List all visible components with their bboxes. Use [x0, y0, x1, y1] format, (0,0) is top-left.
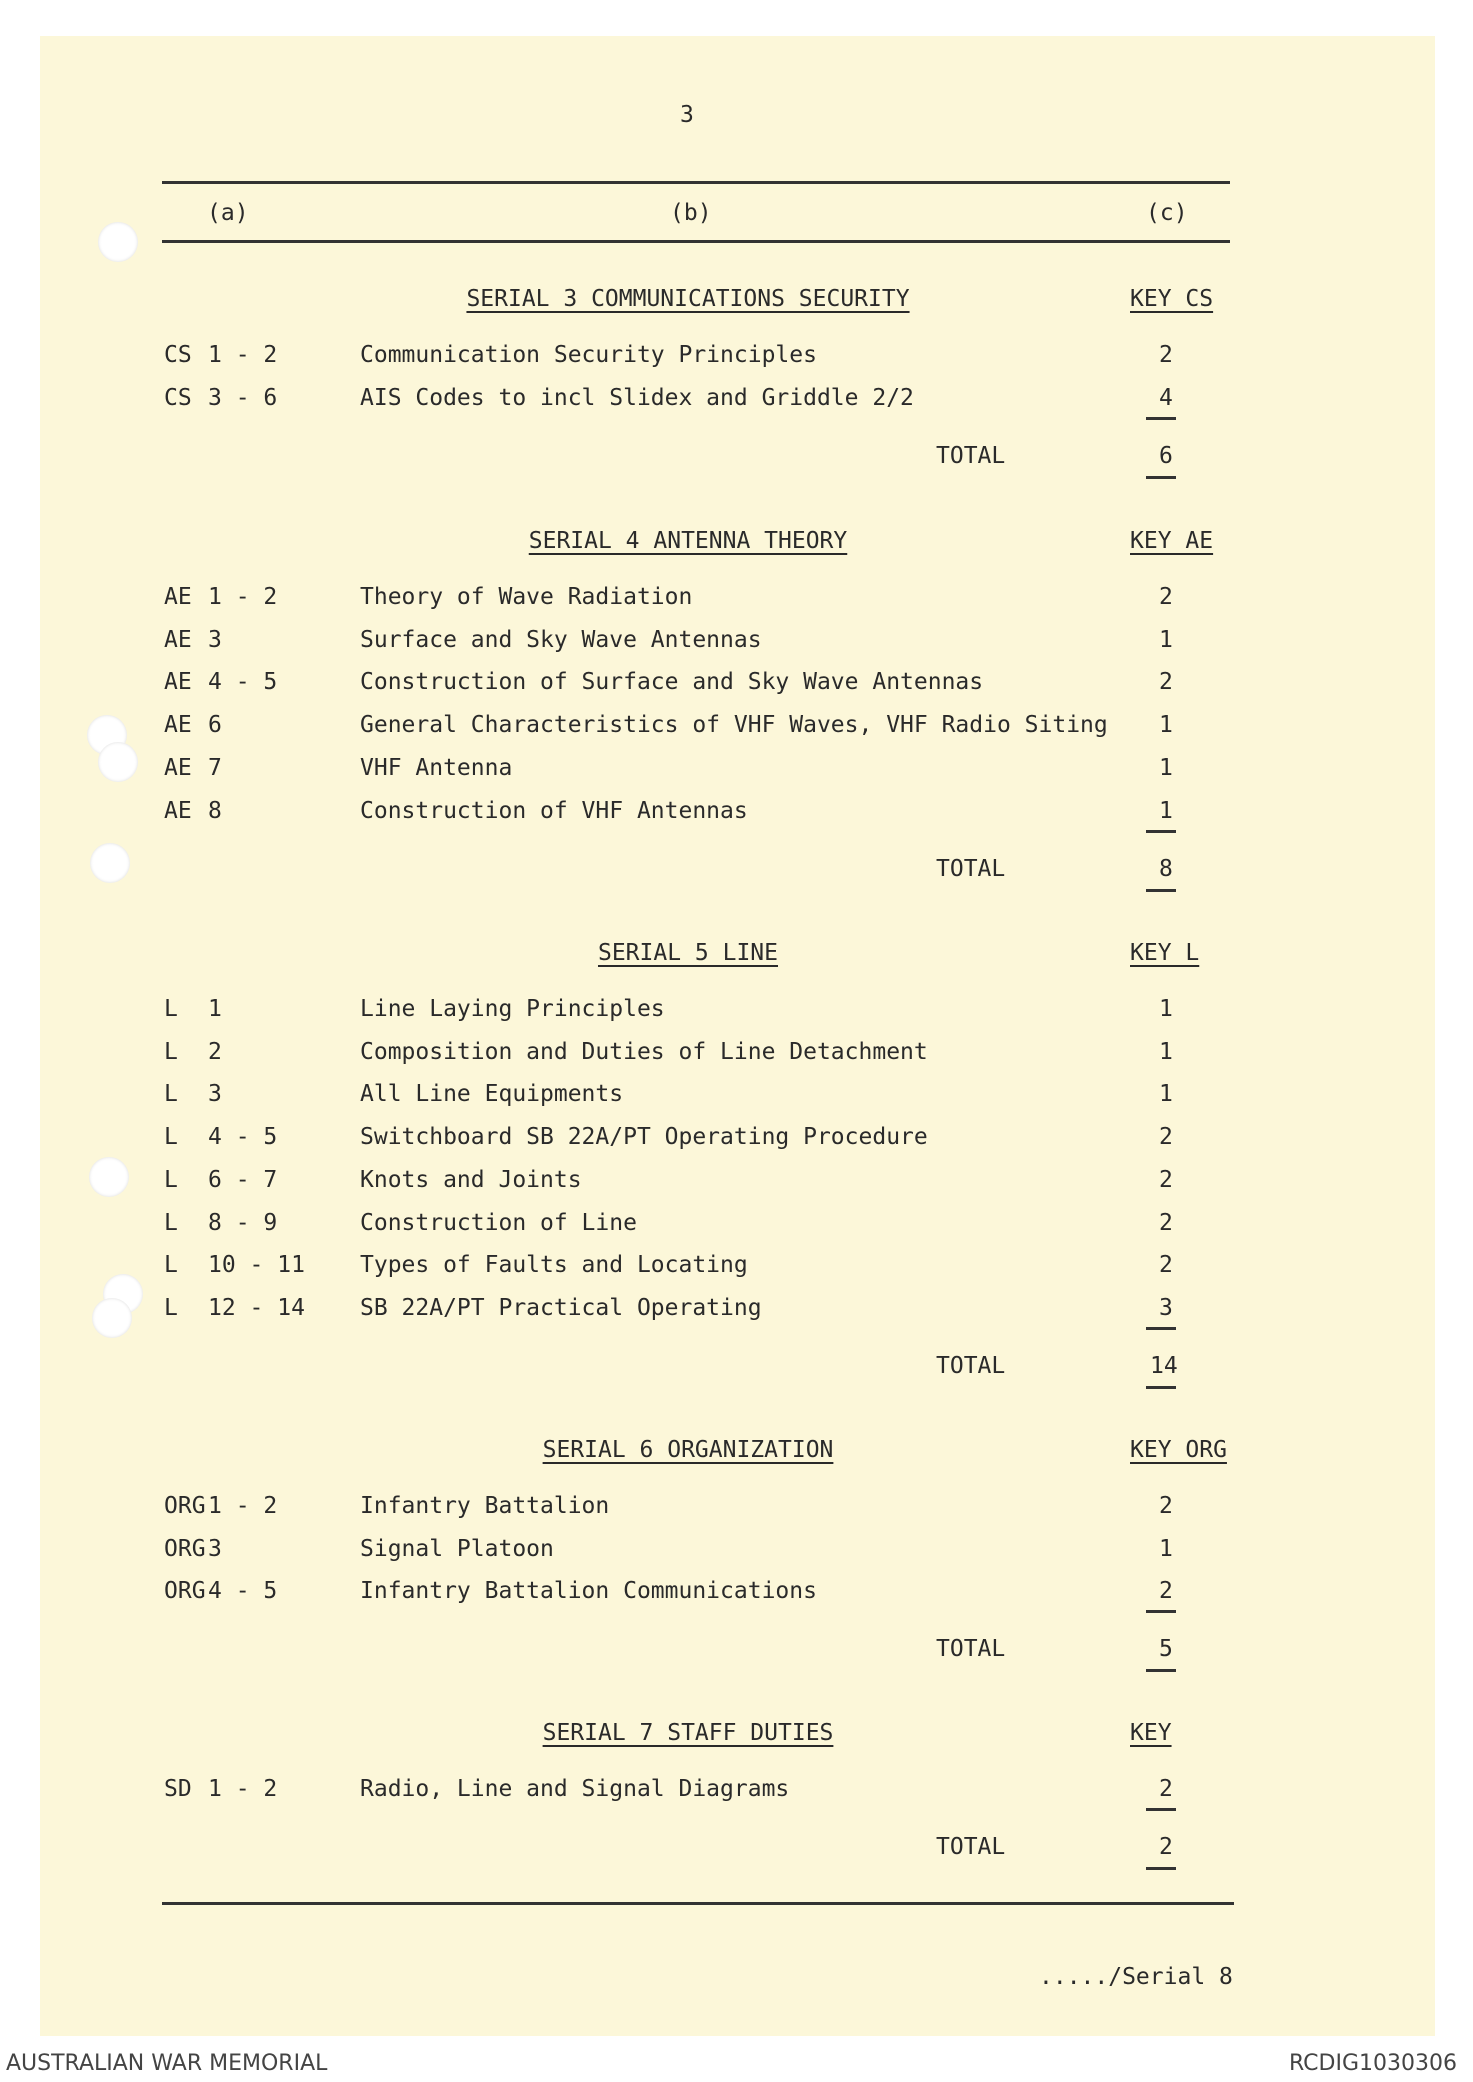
total-label: TOTAL [936, 1636, 1006, 1663]
row-value: 1 [1159, 1081, 1173, 1108]
total-underline [1146, 476, 1176, 479]
row-description: Infantry Battalion [360, 1493, 610, 1519]
section-key: KEY ORG [1130, 1437, 1227, 1463]
row-value: 1 [1159, 996, 1173, 1022]
row-code: AE [164, 712, 192, 739]
row-value: 2 [1159, 1776, 1173, 1802]
row-code: L [164, 1252, 178, 1279]
row-description: Infantry Battalion Communications [360, 1578, 817, 1605]
row-description: SB 22A/PT Practical Operating [360, 1294, 762, 1321]
row-range: 3 [208, 1081, 222, 1108]
punch-hole [98, 742, 138, 782]
total-label: TOTAL [936, 855, 1006, 882]
row-code: AE [164, 626, 192, 653]
total-underline [1146, 1669, 1176, 1672]
row-value: 1 [1159, 626, 1173, 653]
row-code: ORG [164, 1578, 206, 1605]
subtotal-rule [1146, 1327, 1176, 1330]
row-range: 8 - 9 [208, 1209, 278, 1236]
column-header-c: (c) [1146, 200, 1188, 226]
row-range: 4 - 5 [208, 669, 278, 696]
section-title: SERIAL 3 COMMUNICATIONS SECURITY [466, 286, 910, 312]
row-value: 2 [1159, 1493, 1173, 1519]
row-code: ORG [164, 1493, 206, 1519]
row-value: 2 [1159, 669, 1173, 696]
column-header-a: (a) [207, 200, 249, 226]
row-value: 4 [1159, 384, 1173, 411]
row-value: 1 [1159, 1535, 1173, 1562]
section-title: SERIAL 5 LINE [597, 940, 779, 966]
row-description: Surface and Sky Wave Antennas [360, 626, 762, 653]
row-range: 3 - 6 [208, 384, 278, 411]
section-key: KEY CS [1130, 286, 1214, 312]
column-header-b: (b) [670, 200, 712, 226]
total-underline [1146, 889, 1176, 892]
punch-hole [92, 1298, 132, 1338]
total-underline [1146, 1867, 1176, 1870]
row-range: 1 - 2 [208, 342, 278, 368]
row-description: Radio, Line and Signal Diagrams [360, 1776, 790, 1802]
row-range: 6 [208, 712, 222, 739]
row-code: L [164, 1038, 178, 1065]
row-range: 1 - 2 [208, 584, 278, 610]
total-underline [1146, 1386, 1176, 1389]
row-code: L [164, 996, 178, 1022]
row-code: ORG [164, 1535, 206, 1562]
row-description: Line Laying Principles [360, 996, 665, 1022]
row-range: 6 - 7 [208, 1166, 278, 1193]
section-key: KEY AE [1130, 528, 1214, 554]
row-code: CS [164, 342, 192, 368]
row-code: AE [164, 584, 192, 610]
row-description: Construction of VHF Antennas [360, 797, 748, 824]
row-description: Knots and Joints [360, 1166, 582, 1193]
row-code: SD [164, 1776, 192, 1802]
row-value: 2 [1159, 1209, 1173, 1236]
row-code: AE [164, 754, 192, 781]
row-range: 2 [208, 1038, 222, 1065]
footer-item-id: RCDIG1030306 [1288, 2051, 1457, 2076]
row-range: 7 [208, 754, 222, 781]
row-range: 3 [208, 626, 222, 653]
section-title: SERIAL 6 ORGANIZATION [542, 1437, 834, 1463]
continuation-note: ...../Serial 8 [1039, 1964, 1233, 1990]
row-value: 2 [1159, 1124, 1173, 1151]
row-range: 1 - 2 [208, 1493, 278, 1519]
row-value: 1 [1159, 712, 1173, 739]
subtotal-rule [1146, 1610, 1176, 1613]
row-description: Construction of Line [360, 1209, 637, 1236]
row-code: L [164, 1166, 178, 1193]
section-title: SERIAL 4 ANTENNA THEORY [528, 528, 848, 554]
row-value: 2 [1159, 342, 1173, 368]
row-range: 1 [208, 996, 222, 1022]
row-description: AIS Codes to incl Slidex and Griddle 2/2 [360, 384, 914, 411]
section-key: KEY L [1130, 940, 1200, 966]
punch-hole [90, 843, 130, 883]
total-label: TOTAL [936, 442, 1006, 469]
row-value: 2 [1159, 1252, 1173, 1279]
total-value: 8 [1159, 855, 1173, 882]
row-value: 2 [1159, 1578, 1173, 1605]
row-range: 8 [208, 797, 222, 824]
total-value: 5 [1159, 1636, 1173, 1663]
row-range: 4 - 5 [208, 1124, 278, 1151]
row-code: AE [164, 669, 192, 696]
subtotal-rule [1146, 830, 1176, 833]
header-top-rule [162, 181, 1230, 184]
row-description: VHF Antenna [360, 754, 513, 781]
section-key: KEY [1130, 1720, 1172, 1746]
row-value: 1 [1159, 754, 1173, 781]
row-description: General Characteristics of VHF Waves, VHF Radio Siting [360, 712, 1108, 739]
punch-hole [89, 1157, 129, 1197]
row-code: L [164, 1081, 178, 1108]
row-value: 3 [1159, 1294, 1173, 1321]
row-range: 12 - 14 [208, 1294, 305, 1321]
row-value: 1 [1159, 797, 1173, 824]
total-value: 14 [1150, 1352, 1178, 1379]
table-bottom-rule [162, 1902, 1234, 1905]
row-code: L [164, 1124, 178, 1151]
punch-hole [98, 222, 138, 262]
row-range: 10 - 11 [208, 1252, 305, 1279]
header-bottom-rule [162, 240, 1230, 243]
total-value: 6 [1159, 442, 1173, 469]
row-description: Theory of Wave Radiation [360, 584, 693, 610]
total-label: TOTAL [936, 1352, 1006, 1379]
row-description: Types of Faults and Locating [360, 1252, 748, 1279]
row-code: AE [164, 797, 192, 824]
row-description: All Line Equipments [360, 1081, 624, 1108]
row-description: Signal Platoon [360, 1535, 554, 1562]
row-description: Composition and Duties of Line Detachment [360, 1038, 928, 1065]
total-value: 2 [1159, 1834, 1173, 1860]
row-description: Switchboard SB 22A/PT Operating Procedure [360, 1124, 928, 1151]
total-label: TOTAL [936, 1834, 1006, 1860]
page-number: 3 [680, 102, 694, 128]
row-code: CS [164, 384, 192, 411]
row-range: 4 - 5 [208, 1578, 278, 1605]
row-value: 2 [1159, 584, 1173, 610]
row-range: 3 [208, 1535, 222, 1562]
row-description: Communication Security Principles [360, 342, 817, 368]
row-code: L [164, 1294, 178, 1321]
footer-archive-name: AUSTRALIAN WAR MEMORIAL [6, 2051, 328, 2076]
row-value: 2 [1159, 1166, 1173, 1193]
row-code: L [164, 1209, 178, 1236]
row-description: Construction of Surface and Sky Wave Antennas [360, 669, 984, 696]
row-value: 1 [1159, 1038, 1173, 1065]
subtotal-rule [1146, 1808, 1176, 1811]
row-range: 1 - 2 [208, 1776, 278, 1802]
subtotal-rule [1146, 417, 1176, 420]
section-title: SERIAL 7 STAFF DUTIES [542, 1720, 834, 1746]
